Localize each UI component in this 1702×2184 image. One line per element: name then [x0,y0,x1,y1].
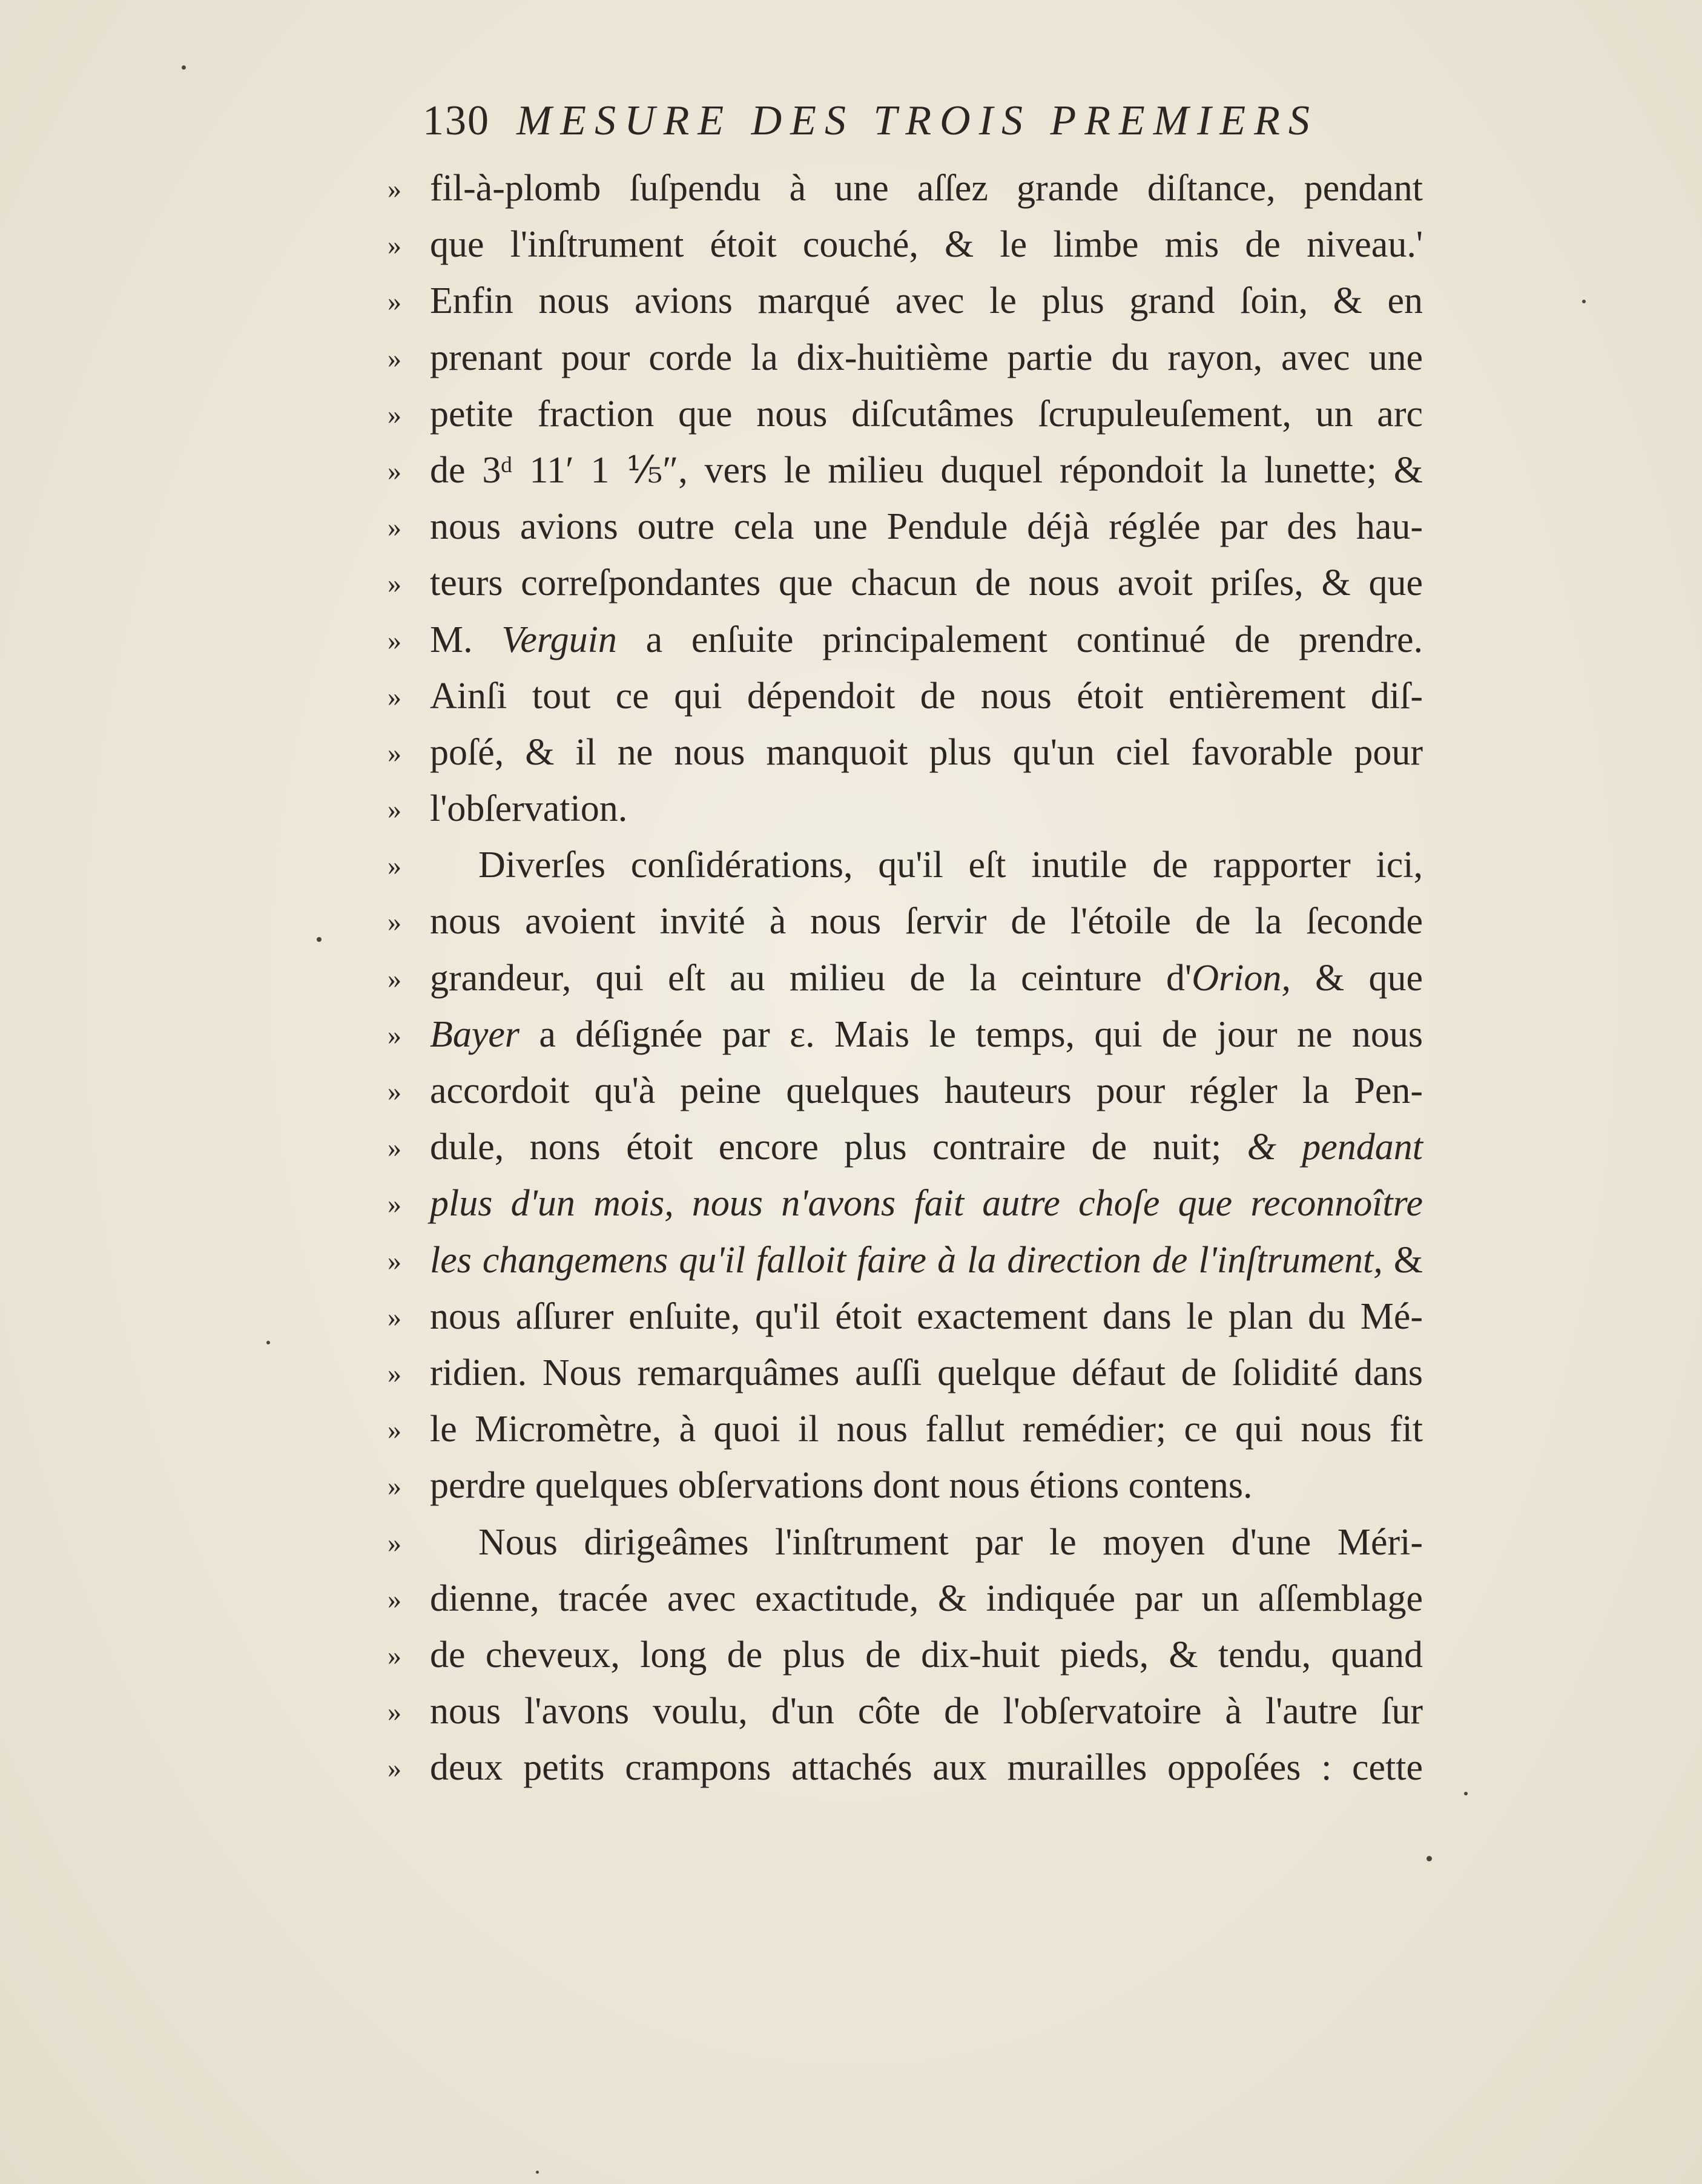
quote-mark: » [388,455,401,486]
quote-mark: » [388,1076,401,1107]
running-header [423,97,1331,157]
line-text [430,950,1423,1007]
line-text [430,1232,1423,1289]
running-title: MESURE DES TROIS PREMIERS [516,97,1318,144]
line-text [430,1007,1423,1063]
ink-speck [1427,1856,1432,1861]
text-line [388,837,1429,893]
line-text: fil-à-plomb ſuſpendu à une aſſez grande diſtance, pendant [430,168,1423,209]
ink-speck [266,1341,270,1344]
line-text [430,1119,1423,1176]
text-line [388,160,1429,217]
quote-mark: » [388,1245,401,1276]
text-line [388,442,1429,499]
quote-mark: » [388,568,401,599]
text-line [388,1401,1429,1458]
line-text: deux petits crampons attachés aux murailles oppoſées : cette [430,1747,1423,1789]
text-line [388,781,1429,837]
ink-speck [317,937,322,942]
quote-mark: » [388,794,401,825]
text-line [388,668,1429,725]
line-text: nous avions outre cela une Pendule déjà réglée par des hau- [430,506,1423,548]
line-text: que l'inſtrument étoit couché, & le limbe mis de niveau.' [430,224,1423,266]
line-text-roman: & que [1290,957,1423,999]
text-line [388,1176,1429,1232]
text-line [388,1627,1429,1683]
line-text: nous aſſurer enſuite, qu'il étoit exactement dans le plan du Mé- [430,1295,1423,1337]
line-text: prenant pour corde la dix-huitième partie du rayon, avec une [430,337,1423,378]
line-text: nous avoient invité à nous ſervir de l'étoile de la ſeconde [430,901,1423,942]
quote-mark: » [388,286,401,317]
quote-mark: » [388,1414,401,1446]
line-text: accordoit qu'à peine quelques hauteurs pour régler la Pen- [430,1070,1423,1111]
quote-mark: » [388,342,401,373]
quote-mark: » [388,1019,401,1050]
line-text: de cheveux, long de plus de dix-huit pieds, & tendu, quand [430,1634,1423,1676]
text-line [388,950,1429,1007]
quote-mark: » [388,1639,401,1671]
text-line [388,612,1429,668]
text-line [388,555,1429,611]
quote-mark: » [388,962,401,994]
quote-mark: » [388,850,401,881]
text-line [388,330,1429,386]
quote-mark: » [388,229,401,261]
line-text-italic: plus d'un mois, nous n'avons fait autre choſe que reconnoître [430,1183,1423,1225]
page-number: 130 [423,97,490,144]
line-text: perdre quelques obſervations dont nous étions contens. [430,1465,1253,1507]
ink-speck [1582,300,1586,303]
text-line [388,893,1429,950]
text-line [388,1119,1429,1176]
text-line [388,1232,1429,1289]
line-text: Enfin nous avions marqué avec le plus grand ſoin, & en [430,280,1423,322]
quote-mark: » [388,1583,401,1614]
text-line [388,499,1429,555]
ink-speck [1464,1792,1468,1795]
italic-phrase: les changemens qu'il falloit faire à la direction de l'inſtrument, [430,1239,1383,1281]
line-text: poſé, & il ne nous manquoit plus qu'un ciel favorable pour [430,731,1423,773]
quote-mark: » [388,173,401,204]
quote-mark: » [388,737,401,768]
text-line [388,1571,1429,1627]
person-name-verguin: Verguin [501,619,617,660]
line-text: nous l'avons voulu, d'un côte de l'obſervatoire à l'autre ſur [430,1691,1423,1732]
line-text: teurs correſpondantes que chacun de nous avoit priſes, & que [430,562,1423,604]
text-line [388,1063,1429,1119]
ink-speck [536,2171,539,2174]
quote-mark: » [388,1188,401,1220]
line-text: Nous dirigeâmes l'inſtrument par le moyen d'une Méri- [478,1521,1423,1563]
line-text-roman: a déſignée par ε. Mais le temps, qui de jour ne nous [520,1013,1423,1055]
line-text: petite fraction que nous diſcutâmes ſcrupuleuſement, un arc [430,393,1423,435]
text-line [388,1289,1429,1345]
line-text: Ainſi tout ce qui dépendoit de nous étoit entièrement diſ- [430,675,1423,717]
person-name-bayer: Bayer [430,1013,520,1055]
body-text [388,160,1429,1796]
line-text: de 3ᵈ 11′ 1 ⅕″, vers le milieu duquel répondoit la lunette; & [430,449,1423,491]
ink-speck [182,65,186,70]
quote-mark: » [388,680,401,712]
text-line [388,1683,1429,1740]
text-line [388,1007,1429,1063]
quote-mark: » [388,624,401,656]
quote-mark: » [388,1696,401,1728]
constellation-orion: Orion, [1192,957,1291,999]
line-text: ridien. Nous remarquâmes auſſi quelque défaut de ſolidité dans [430,1352,1423,1393]
quote-mark: » [388,398,401,430]
line-text-roman: M. [430,619,502,660]
text-line [388,1515,1429,1571]
line-text-roman: grandeur, qui eſt au milieu de la ceinture d' [430,957,1192,999]
text-line [388,1458,1429,1514]
italic-phrase: & pendant [1247,1127,1423,1168]
quote-mark: » [388,1470,401,1502]
quote-mark: » [388,511,401,543]
quote-mark: » [388,1357,401,1389]
line-text-roman: a enſuite principalement continué de prendre. [616,619,1423,660]
quote-mark: » [388,1752,401,1784]
quote-mark: » [388,1132,401,1163]
text-line [388,273,1429,329]
quote-mark: » [388,1301,401,1332]
line-text-roman: dule, nons étoit encore plus contraire de nuit; [430,1127,1247,1168]
line-text: Diverſes conſidérations, qu'il eſt inutile de rapporter ici, [478,844,1423,886]
text-line [388,1345,1429,1401]
text-line [388,1740,1429,1796]
line-text: dienne, tracée avec exactitude, & indiquée par un aſſemblage [430,1577,1423,1619]
line-text: le Micromètre, à quoi il nous fallut remédier; ce qui nous fit [430,1409,1423,1450]
text-line [388,386,1429,442]
quote-mark: » [388,1527,401,1558]
text-line [388,217,1429,273]
line-text: l'obſervation. [430,788,628,830]
text-line [388,725,1429,781]
line-text [430,612,1423,668]
line-text-roman: & [1382,1239,1423,1281]
quote-mark: » [388,906,401,938]
